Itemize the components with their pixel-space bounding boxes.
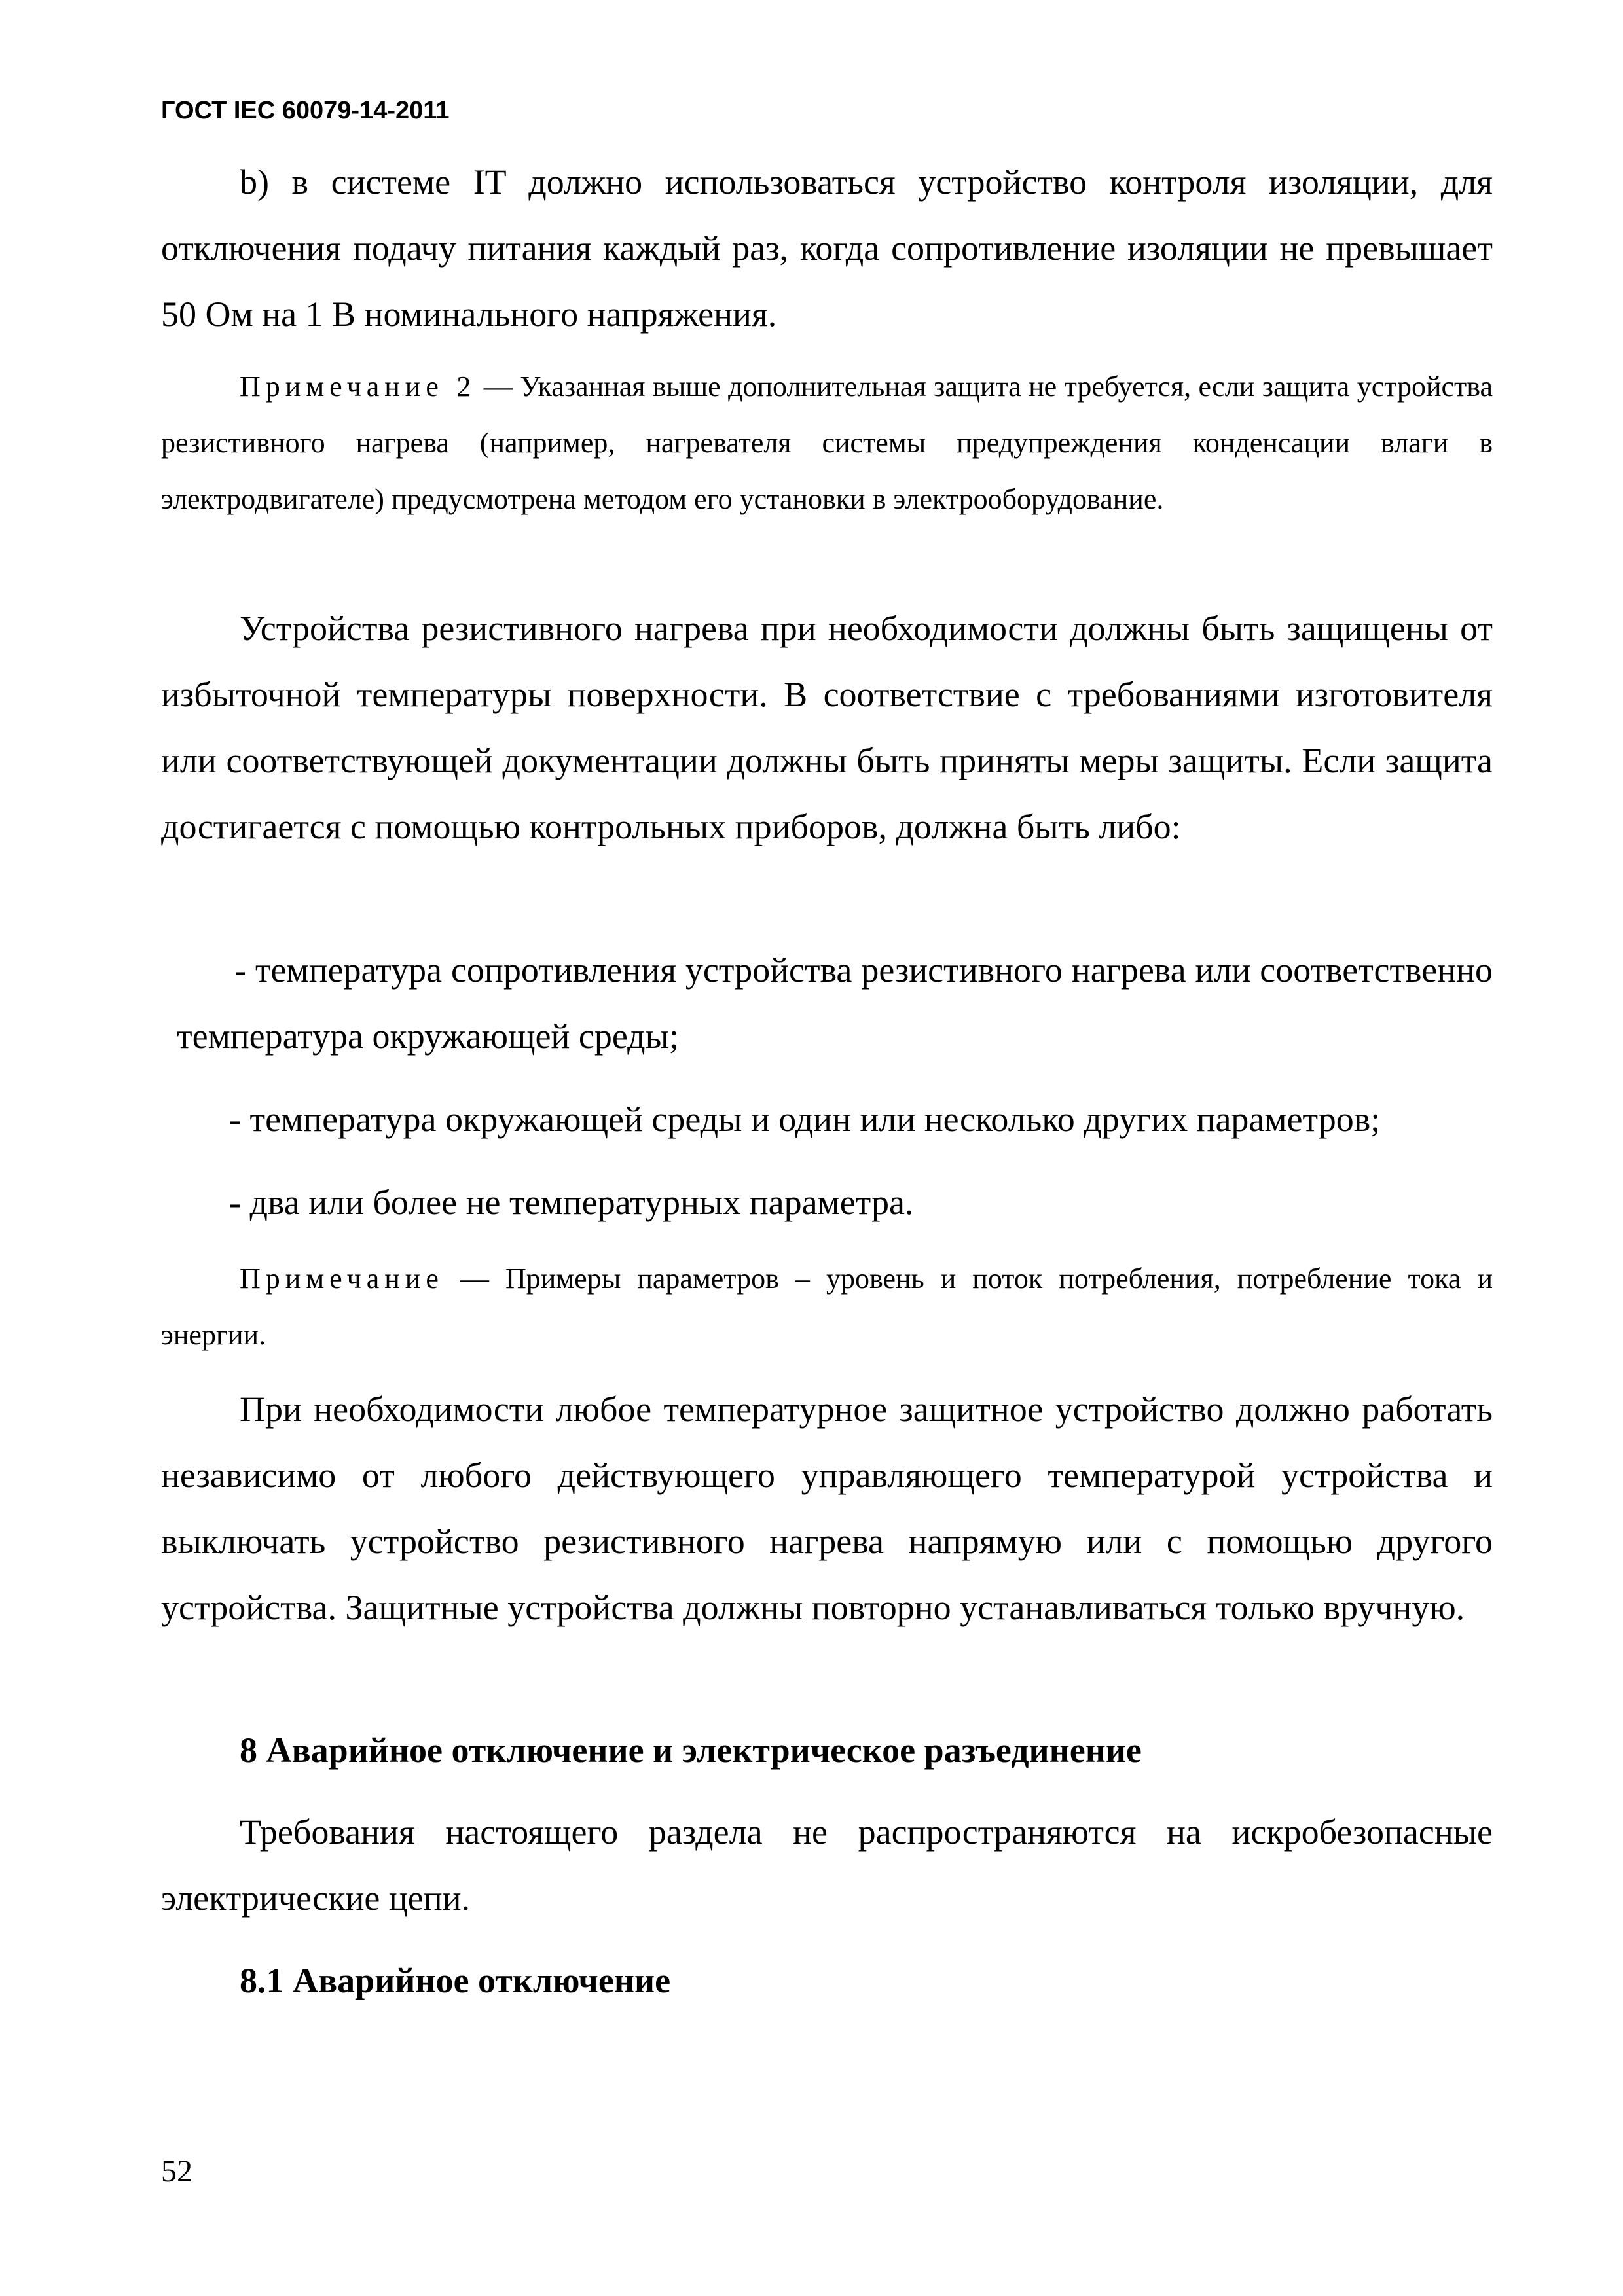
- conditions-list: [161, 937, 1493, 1236]
- document-header: ГОСТ IEC 60079-14-2011: [161, 97, 450, 124]
- section-8-1-heading: 8.1 Аварийное отключение: [240, 1961, 671, 2000]
- note-2-text: Указанная выше дополнительная защита не требуется, если защита устройства резистивного нагрева (например, нагревателя системы предупреждения конденсации влаги в электродвигателе) предусмотрена методом его установки в электрооборудование.: [161, 370, 1493, 515]
- note-2-block: [161, 359, 1493, 528]
- paragraph-heating-block: [161, 596, 1493, 860]
- note-3-dash: —: [460, 1263, 489, 1295]
- page-number: 52: [161, 2154, 192, 2189]
- list-item: - температура сопротивления устройства резистивного нагрева или соответственно температура окружающей среды;: [177, 950, 1493, 1056]
- note-3-text: Примеры параметров – уровень и поток потребления, потребление тока и энергии.: [161, 1263, 1493, 1351]
- note-2-label: Примечание 2: [240, 370, 477, 403]
- paragraph-protective-block: [161, 1376, 1493, 1641]
- section-8-text: Требования настоящего раздела не распространяются на искробезопасные электрические цепи.: [161, 1812, 1493, 1918]
- paragraph-protective: При необходимости любое температурное защитное устройство должно работать независимо от любого действующего управляющего температурой устройства и выключать устройство резистивного нагрева напрямую или с помощью другого устройства. Защитные устройства должны повторно устанавливаться только вручную.: [161, 1390, 1493, 1627]
- note-3-label: Примечание: [240, 1263, 444, 1295]
- section-8-text-block: [161, 1799, 1493, 1931]
- note-2: [161, 359, 1493, 528]
- note-3: [161, 1251, 1493, 1363]
- list-item: - два или более не температурных параметра.: [229, 1183, 914, 1222]
- note-2-dash: —: [483, 370, 513, 403]
- list-item: - температура окружающей среды и один или несколько других параметров;: [229, 1100, 1381, 1139]
- note-3-block: [161, 1251, 1493, 1363]
- paragraph-b-block: [161, 149, 1493, 348]
- paragraph-b: b) в системе IT должно использоваться устройство контроля изоляции, для отключения подачу питания каждый раз, когда сопротивление изоляции не превышает 50 Ом на 1 В номинального напряжения.: [161, 162, 1493, 334]
- section-8-heading: 8 Аварийное отключение и электрическое разъединение: [240, 1731, 1142, 1770]
- paragraph-heating: Устройства резистивного нагрева при необходимости должны быть защищены от избыточной температуры поверхности. В соответствие с требованиями изготовителя или соответствующей документации должны быть приняты меры защиты. Если защита достигается с помощью контрольных приборов, должна быть либо:: [161, 609, 1493, 846]
